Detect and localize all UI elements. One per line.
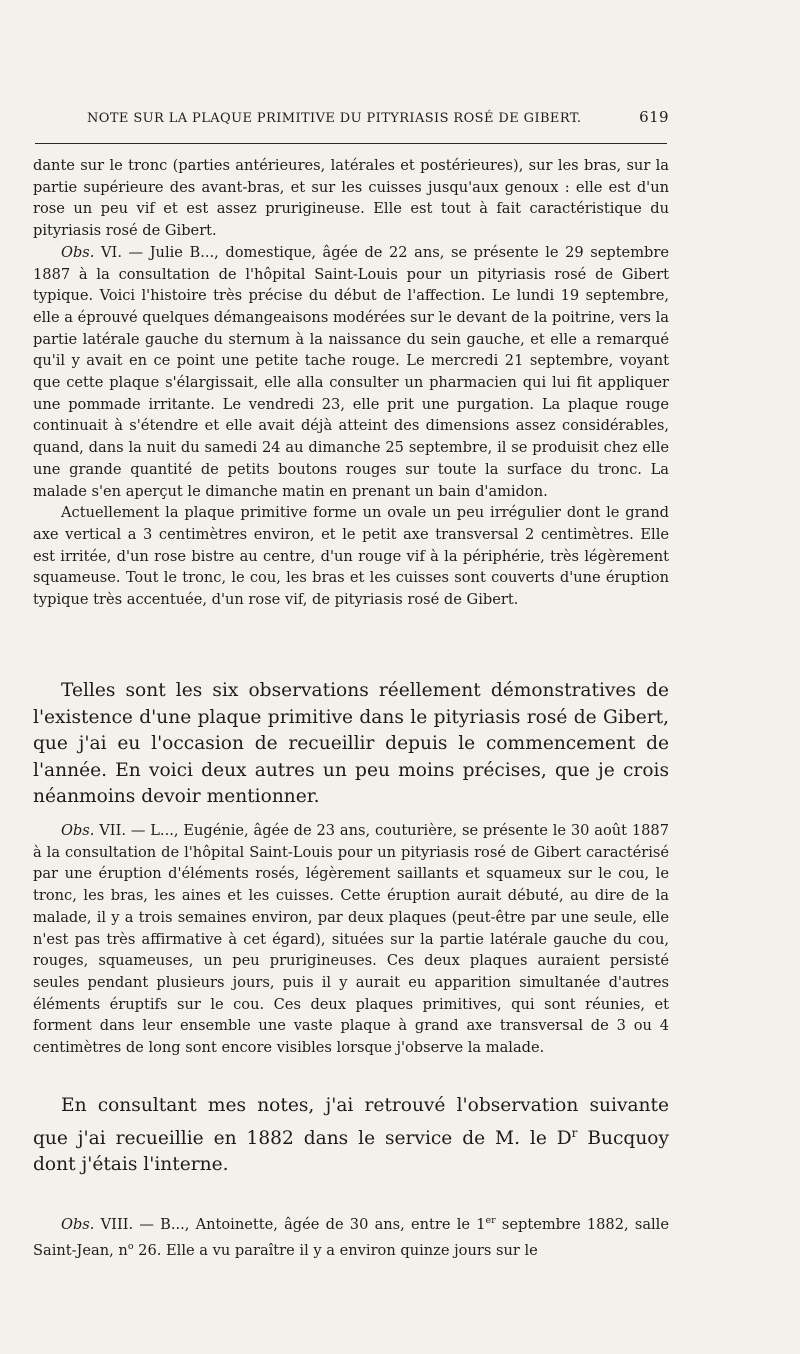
- notes-text: En consultant mes notes, j'ai retrouvé l'observation suivante que j'ai recueillie en 1882 dans le service de M. le $D^r$ Bucquoy dont j'étais l'interne.: [33, 1095, 669, 1176]
- page-number: 619: [639, 108, 669, 126]
- observation-vii: [33, 820, 669, 1059]
- observation-vii-block: [33, 820, 669, 1059]
- obs-label: Obs.: [61, 822, 95, 839]
- summary-text: Telles sont les six observations réellement démonstratives de l'existence d'une plaque primitive dans le pityriasis rosé de Gibert, que j'ai eu l'occasion de recueillir depuis le commencement de l'année. En voici deux autres un peu moins précises, que je crois néanmoins devoir mentionner.: [33, 680, 669, 807]
- observation-vi-block: [33, 155, 669, 611]
- notes-paragraph: [33, 1093, 669, 1179]
- observation-vi-text: VI. — Julie B..., domestique, âgée de 22 ans, se présente le 29 septembre 1887 à la consultation de l'hôpital Saint-Louis pour un pityriasis rosé de Gibert typique. Voici l'histoire très précise du début de l'affection. Le lundi 19 septembre, elle a éprouvé quelques démangeaisons modérées sur le devant de la poitrine, vers la partie latérale gauche du sternum à la naissance du sein gauche, et elle a remarqué qu'il y avait en ce point une petite tache rouge. Le mercredi 21 septembre, voyant que cette plaque s'élargissait, elle alla consulter un pharmacien qui lui fit appliquer une pommade irritante. Le vendredi 23, elle prit une purgation. La plaque rouge continuait à s'étendre et elle avait déjà atteint des dimensions assez considérables, quand, dans la nuit du samedi 24 au dimanche 25 septembre, il se produisit chez elle une grande quantité de petits boutons rouges sur toute la surface du tronc. La malade s'en aperçut le dimanche matin en prenant un bain d'amidon.: [33, 243, 669, 500]
- running-title: NOTE SUR LA PLAQUE PRIMITIVE DU PITYRIASIS ROSÉ DE GIBERT.: [87, 111, 582, 126]
- obs-label: Obs.: [61, 243, 95, 261]
- header-rule: [35, 143, 667, 144]
- paragraph-actuellement: Actuellement la plaque primitive forme un ovale un peu irrégulier dont le grand axe vertical a 3 centimètres environ, et le petit axe transversal 2 centimètres. Elle est irritée, d'un rose bistre au centre, d'un rouge vif à la périphérie, très légèrement squameuse. Tout le tronc, le cou, les bras et les cuisses sont couverts d'une éruption typique très accentuée, d'un rose vif, de pityriasis rosé de Gibert.: [33, 504, 669, 609]
- summary-paragraph: [33, 678, 669, 811]
- observation-viii: Obs. VIII. — B..., Antoinette, âgée de 30 ans, entre le 1er septembre 1882, salle Saint-Jean, $n^o$ 26. Elle a vu paraître il y a environ quinze jours sur le: [33, 1215, 669, 1259]
- observation-vii-text: VII. — L..., Eugénie, âgée de 23 ans, couturière, se présente le 30 août 1887 à la consultation de l'hôpital Saint-Louis pour un pityriasis rosé de Gibert caractérisé par une éruption d'éléments rosés, légèrement saillants et squameux sur le cou, le tronc, les bras, les aines et les cuisses. Cette éruption aurait débuté, au dire de la malade, il y a trois semaines environ, par deux plaques (peut-être par une seule, elle n'est pas très affirmative à cet égard), situées sur la partie latérale gauche du cou, rouges, squameuses, un peu prurigineuses. Ces deux plaques auraient persisté seules pendant plusieurs jours, puis il y aurait eu apparition simultanée d'autres éléments éruptifs sur le cou. Ces deux plaques primitives, qui sont réunies, et forment dans leur ensemble une vaste plaque à grand axe transversal de 3 ou 4 centimètres de long sont encore visibles lorsque j'observe la malade.: [33, 822, 669, 1057]
- obs-label: Obs.: [61, 1215, 95, 1233]
- observation-vi: [33, 242, 669, 502]
- observation-viii-block: [33, 1210, 669, 1261]
- paragraph-continued: dante sur le tronc (parties antérieures, latérales et postérieures), sur les bras, sur la partie supérieure des avant-bras, et sur les cuisses jusqu'aux genoux : elle est d'un rose un peu vif et est assez prurigineuse. Elle est tout à fait caractéristique du pityriasis rosé de Gibert.: [33, 157, 669, 240]
